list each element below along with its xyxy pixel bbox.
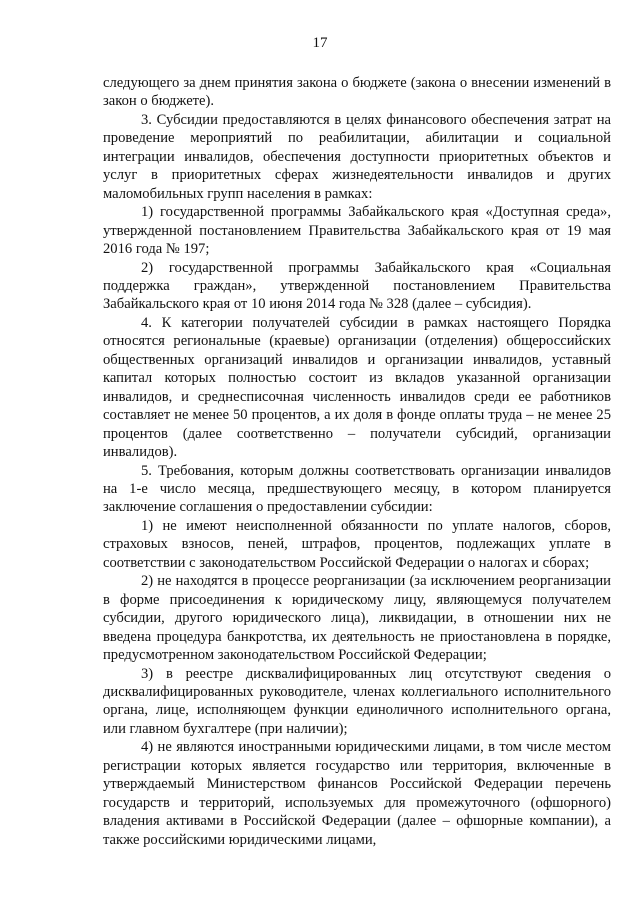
document-body: [103, 74, 611, 849]
paragraph-continuation: следующего за днем принятия закона о бюджете (закона о внесении изменений в закон о бюджете).: [103, 75, 611, 110]
paragraph-clause-4: 4. К категории получателей субсидии в рамках настоящего Порядка относятся региональные (краевые) организации (отделения) общероссийских общественных организаций инвалидов и организации инвалидов, уставный капитал которых полностью состоит из вкладов указанной организации инвалидов, и среднесписочная численность инвалидов среди ее работников составляет не менее 50 процентов, а их доля в фонде оплаты труда – не менее 25 процентов (далее соответственно – получатели субсидий, организации инвалидов).: [103, 314, 611, 461]
paragraph-clause-3-item-2: 2) государственной программы Забайкальского края «Социальная поддержка граждан», утвержденной постановлением Правительства Забайкальского края от 10 июня 2014 года № 328 (далее – субсидия).: [103, 259, 611, 313]
paragraph-clause-5-item-3: 3) в реестре дисквалифицированных лиц отсутствуют сведения о дисквалифицированных руководителе, членах коллегиального исполнительного органа, лице, исполняющем функции единоличного исполнительного органа, или главном бухгалтере (при наличии);: [103, 665, 611, 737]
paragraph-clause-5-item-1: 1) не имеют неисполненной обязанности по уплате налогов, сборов, страховых взносов, пеней, штрафов, процентов, подлежащих уплате в соответствии с законодательством Российской Федерации о налогах и сборах;: [103, 517, 611, 571]
page-number: 17: [312, 35, 328, 51]
paragraph-clause-5-item-4: 4) не являются иностранными юридическими лицами, в том числе местом регистрации которых является государство или территория, включенные в утверждаемый Министерством финансов Российской Федерации перечень государств и территорий, используемых для промежуточного (офшорного) владения активами в Российской Федерации (далее – офшорные компании), а также российскими юридическими лицами,: [103, 739, 611, 848]
paragraph-clause-5-item-2: 2) не находятся в процессе реорганизации (за исключением реорганизации в форме присоединения к юридическому лицу, являющемуся получателем субсидии, другого юридического лица), ликвидации, в отношении них не введена процедура банкротства, их деятельность не приостановлена в порядке, предусмотренном законодательством Российской Федерации;: [103, 573, 611, 664]
paragraph-clause-5: 5. Требования, которым должны соответствовать организации инвалидов на 1-е число месяца, предшествующего месяцу, в котором планируется заключение соглашения о предоставлении субсидии:: [103, 462, 611, 516]
paragraph-clause-3: 3. Субсидии предоставляются в целях финансового обеспечения затрат на проведение мероприятий по реабилитации, абилитации и социальной интеграции инвалидов, обеспечения доступности приоритетных объектов и услуг в приоритетных сферах жизнедеятельности инвалидов и других маломобильных групп населения в рамках:: [103, 111, 611, 202]
paragraph-clause-3-item-1: 1) государственной программы Забайкальского края «Доступная среда», утвержденной постановлением Правительства Забайкальского края от 19 мая 2016 года № 197;: [103, 204, 611, 258]
